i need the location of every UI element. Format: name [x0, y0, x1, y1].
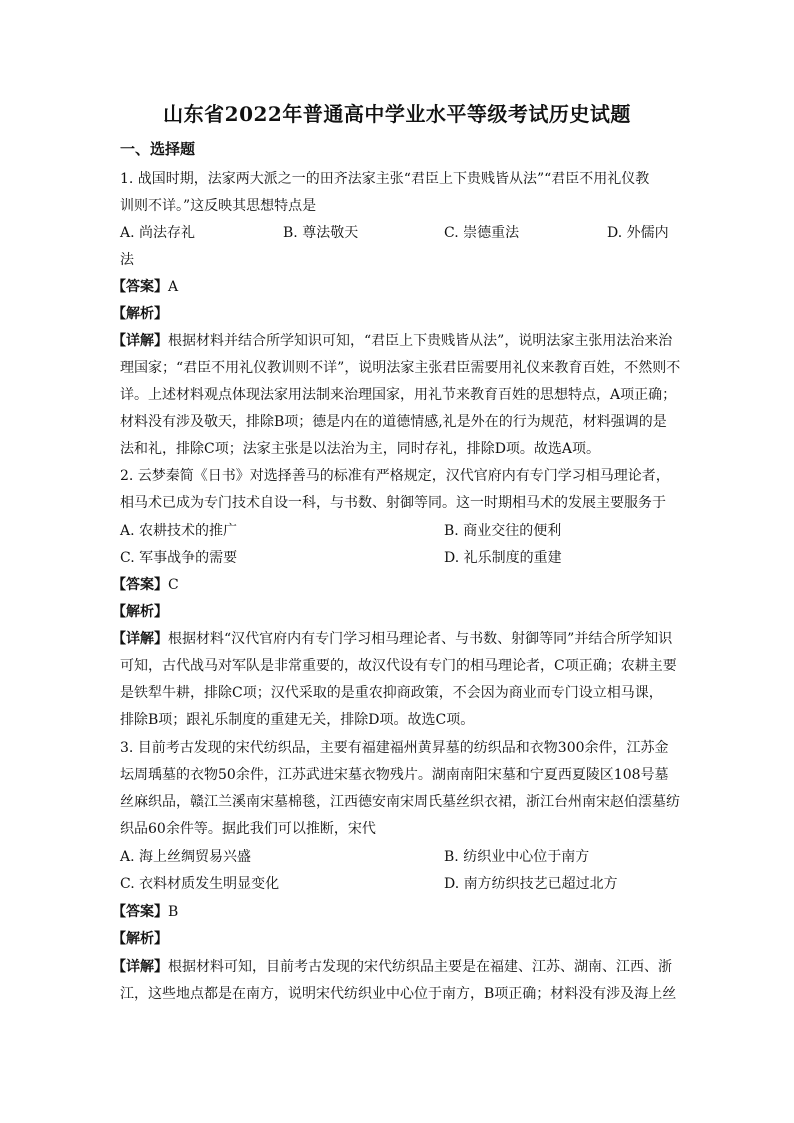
q1-option-c: C. 崇德重法: [444, 225, 520, 241]
answer-value: C: [168, 577, 179, 593]
detail-text: 根据材料并结合所学知识可知，“君臣上下贵贱皆从法”，说明法家主张用法治来治: [168, 333, 673, 349]
answer-label: 【答案】: [112, 904, 168, 920]
q3-option-b: B. 纺织业中心位于南方: [444, 849, 590, 865]
q1-answer: [112, 276, 178, 298]
answer-value: B: [168, 904, 179, 920]
q2-detail-line2: 可知，古代战马对军队是非常重要的，故汉代设有专门的相马理论者，C项正确；农耕主要: [120, 658, 677, 674]
q1-option-a: A. 尚法存礼: [120, 225, 196, 241]
q1-detail-line1: [112, 330, 680, 352]
q2-option-c: C. 军事战争的需要: [120, 550, 238, 566]
q3-detail-line2: 江，这些地点都是在南方，说明宋代纺织业中心位于南方，B项正确；材料没有涉及海上丝: [120, 986, 677, 1002]
q2-analysis-label: 【解析】: [112, 604, 168, 620]
answer-value: A: [168, 279, 179, 295]
detail-label: 【详解】: [112, 333, 168, 349]
q2-option-a: A. 农耕技术的推广: [120, 523, 238, 539]
answer-label: 【答案】: [112, 577, 168, 593]
q1-analysis-label: 【解析】: [112, 306, 168, 322]
q3-stem-line4: 织品60余件等。据此我们可以推断，宋代: [120, 821, 376, 837]
q3-option-d: D. 南方纺织技艺已超过北方: [444, 876, 618, 892]
q2-answer: [112, 574, 179, 596]
q1-detail-line5: 法和礼，排除C项；法家主张是以法治为主，同时存礼，排除D项。故选A项。: [120, 441, 601, 457]
q1-detail-line3: 详。上述材料观点体现法家用法制来治理国家，用礼节来教育百姓的思想特点，A项正确；: [120, 387, 677, 403]
detail-text: 根据材料可知，目前考古发现的宋代纺织品主要是在福建、江苏、湖南、江西、浙: [168, 959, 672, 975]
q1-option-b: B. 尊法敬天: [283, 225, 359, 241]
q1-option-d: D. 外儒内: [607, 225, 669, 241]
q1-stem-line2: 训则不详。”这反映其思想特点是: [120, 198, 317, 214]
q2-option-d: D. 礼乐制度的重建: [444, 550, 562, 566]
q3-option-a: A. 海上丝绸贸易兴盛: [120, 849, 252, 865]
q1-stem-line1: 1. 战国时期，法家两大派之一的田齐法家主张“君臣上下贵贱皆从法”“君臣不用礼仪教: [120, 171, 650, 187]
section-heading-choice: 一、选择题: [120, 140, 196, 158]
q3-stem-line3: 丝麻织品，赣江兰溪南宋墓棉毯，江西德安南宋周氏墓丝织衣裙，浙江台州南宋赵伯澐墓纺: [120, 794, 680, 810]
q2-detail-line4: 排除B项；跟礼乐制度的重建无关，排除D项。故选C项。: [120, 712, 475, 728]
q3-option-c: C. 衣料材质发生明显变化: [120, 876, 280, 892]
q3-analysis-label: 【解析】: [112, 931, 168, 947]
q2-detail-line1: [112, 628, 680, 650]
q3-answer: [112, 901, 178, 923]
detail-label: 【详解】: [112, 959, 168, 975]
detail-label: 【详解】: [112, 631, 168, 647]
q2-detail-line3: 是铁犁牛耕，排除C项；汉代采取的是重农抑商政策，不会因为商业而专门设立相马课，: [120, 685, 663, 701]
q2-option-b: B. 商业交往的便利: [444, 523, 562, 539]
q3-stem-line2: 坛周瑀墓的衣物50余件，江苏武进宋墓衣物残片。湖南南阳宋墓和宁夏西夏陵区108号墓: [120, 767, 669, 783]
q3-stem-line1: 3. 目前考古发现的宋代纺织品，主要有福建福州黄昇墓的纺织品和衣物300余件，江苏金: [120, 740, 669, 756]
q2-stem-line2: 相马术已成为专门技术自设一科，与书数、射御等同。这一时期相马术的发展主要服务于: [120, 495, 666, 511]
q1-detail-line4: 材料没有涉及敬天，排除B项；德是内在的道德情感,礼是外在的行为规范，材料强调的是: [120, 414, 667, 430]
page-title: 山东省2022年普通高中学业水平等级考试历史试题: [163, 102, 631, 126]
q1-detail-line2: 理国家；“君臣不用礼仪教训则不详”，说明法家主张君臣需要用礼仪来教育百姓，不然则不: [120, 360, 680, 376]
q2-stem-line1: 2. 云梦秦简《日书》对选择善马的标准有严格规定，汉代官府内有专门学习相马理论者，: [120, 468, 670, 484]
q3-detail-line1: [112, 956, 680, 978]
detail-text: 根据材料“汉代官府内有专门学习相马理论者、与书数、射御等同”并结合所学知识: [168, 631, 673, 647]
answer-label: 【答案】: [112, 279, 168, 295]
q1-option-d-continued: 法: [120, 252, 134, 268]
